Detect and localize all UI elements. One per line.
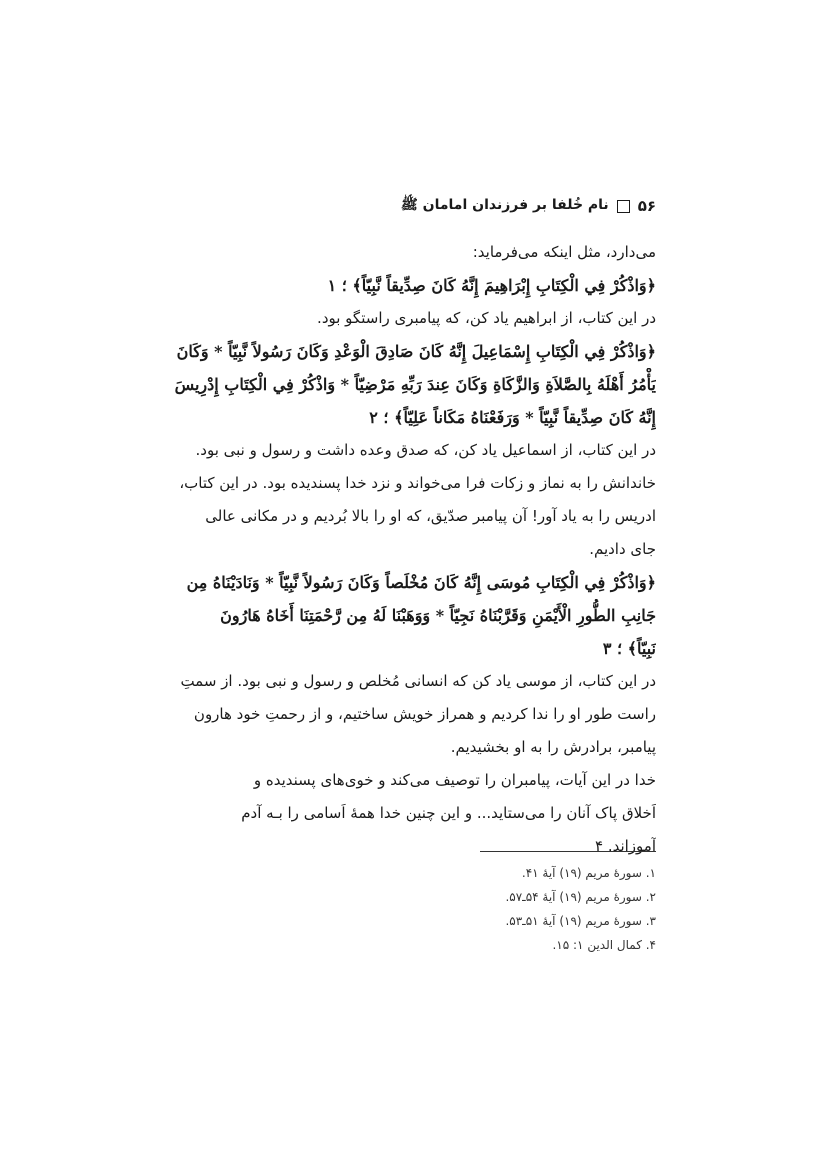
page-number: ۵۶ <box>637 197 656 215</box>
text-line: جای دادیم. <box>589 540 656 558</box>
text-line: می‌دارد، مثل اینکه می‌فرماید: <box>472 243 656 261</box>
footnote-item: ۳. سورهٔ مریم (۱۹) آیهٔ ۵۱ـ۵۳. <box>505 914 656 928</box>
text-line: پیامبر، برادرش را به او بخشیدیم. <box>450 738 656 756</box>
quran-verse-line: يَأْمُرُ أَهْلَهُ بِالصَّلاَةِ وَالزَّكَاةِ وَكَانَ عِندَ رَبِّهِ مَرْضِيّاً * وَاذْكُرْ فِي الْكِتَابِ إِدْرِيسَ <box>174 375 656 394</box>
text-line: ادریس را به یاد آور! آن پیامبر صدّیق، که او را بالا بُردیم و در مکانی عالی <box>205 507 656 525</box>
quran-verse-line: ﴿وَاذْكُرْ فِي الْكِتَابِ إِسْمَاعِيلَ إِنَّهُ كَانَ صَادِقَ الْوَعْدِ وَكَانَ رَسُولاً نَّبِيّاً * وَكَانَ <box>176 342 656 361</box>
footnote-item: ۱. سورهٔ مریم (۱۹) آیهٔ ۴۱. <box>521 866 656 880</box>
footnote-divider <box>480 851 656 852</box>
text-line: آموزاند. ۴ <box>594 837 656 855</box>
quran-verse-line: ﴿وَاذْكُرْ فِي الْكِتَابِ مُوسَى إِنَّهُ كَانَ مُخْلَصاً وَكَانَ رَسُولاً نَّبِيّاً * وَنَادَيْنَاهُ مِن <box>186 573 656 592</box>
page-header <box>401 196 656 216</box>
footnote-item: ۲. سورهٔ مریم (۱۹) آیهٔ ۵۴ـ۵۷. <box>505 890 656 904</box>
main-text <box>170 236 656 863</box>
text-line: اَخلاق پاک آنان را می‌ستاید... و این چنین خدا همهٔ اَسامی را بـه آدم <box>241 804 656 822</box>
text-line: خاندانش را به نماز و زکات فرا می‌خواند و نزد خدا پسندیده بود. در این کتاب، <box>179 474 656 492</box>
running-title: نام خُلفا بر فرزندان امامان ﷺ <box>400 197 609 213</box>
quran-verse-line: جَانِبِ الطُّورِ الْأَيْمَنِ وَقَرَّبْنَاهُ نَجِيّاً * وَوَهَبْنَا لَهُ مِن رَّحْمَتِنَا أَخَاهُ هَارُونَ <box>220 606 656 625</box>
text-line: راست طور او را ندا کردیم و همراز خویش ساختیم، و از رحمتِ خود هارون <box>193 705 656 723</box>
footnotes <box>170 861 656 957</box>
text-line: خدا در این آیات، پیامبران را توصیف می‌کند و خوی‌های پسندیده و <box>253 771 656 789</box>
square-bullet-icon <box>617 200 630 213</box>
quran-verse-line: ﴿وَاذْكُرْ فِي الْكِتَابِ إِبْرَاهِيمَ إِنَّهُ كَانَ صِدِّيقاً نَّبِيّاً﴾ ؛ ۱ <box>327 276 656 295</box>
text-line: در این کتاب، از ابراهیم یاد کن، که پیامبری راستگو بود. <box>317 309 656 327</box>
quran-verse-line: إِنَّهُ كَانَ صِدِّيقاً نَّبِيّاً * وَرَفَعْنَاهُ مَكَاناً عَلِيّاً﴾ ؛ ۲ <box>369 408 656 427</box>
footnote-item: ۴. کمال الدین ۱: ۱۵. <box>552 938 656 952</box>
text-line: در این کتاب، از موسی یاد کن که انسانی مُخلص و رسول و نبی بود. از سمتِ <box>180 672 656 690</box>
quran-verse-line: نَبِيّاً﴾ ؛ ۳ <box>602 639 656 658</box>
text-line: در این کتاب، از اسماعیل یاد کن، که صدق وعده داشت و رسول و نبی بود. <box>195 441 656 459</box>
